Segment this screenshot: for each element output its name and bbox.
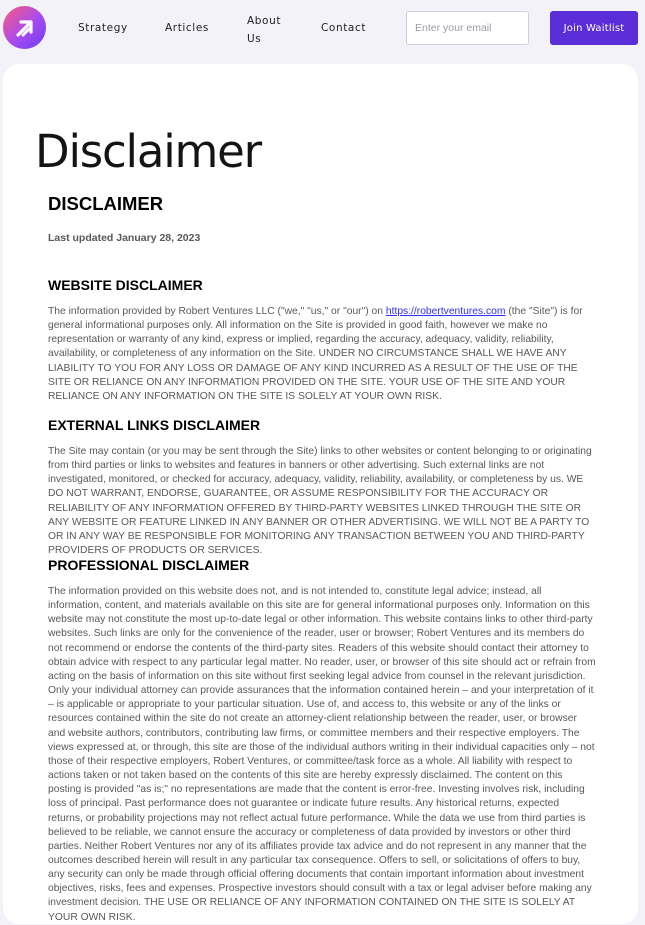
page-title: Disclaimer [35, 125, 261, 178]
logo-arrow-icon [13, 16, 37, 40]
main-heading: DISCLAIMER [48, 193, 164, 214]
join-waitlist-button[interactable]: Join Waitlist [550, 11, 638, 45]
section-paragraph: The Site may contain (or you may be sent through the Site) links to other websites or content belonging to or originating from third parties or links to websites and features in banners or other advertising. Such external links are not investigated, monitored, or checked for accuracy, adequacy, validity, reliability, availability, or completeness by us. WE DO NOT WARRANT, ENDORSE, GUARANTEE, OR ASSUME RESPONSIBILITY FOR THE ACCURACY OR RELIABILITY OF ANY INFORMATION OFFERED BY THIRD-PARTY WEBSITES LINKED THROUGH THE SITE OR ANY WEBSITE OR FEATURE LINKED IN ANY BANNER OR OTHER ADVERTISING. WE WILL NOT BE A PARTY TO OR IN ANY WAY BE RESPONSIBLE FOR MONITORING ANY TRANSACTION BETWEEN YOU AND THIRD-PARTY PROVIDERS OF PRODUCTS OR SERVICES. [48, 446, 592, 557]
paragraph-text-post: (the "Site") is for general informational purposes only. All information on the Site is provided in good faith, however we make no representation or warranty of any kind, express or implied, regarding the accuracy, adequacy, validity, reliability, availability, or completeness of any information on the Site. UNDER NO CIRCUMSTANCE SHALL WE HAVE ANY LIABILITY TO YOU FOR ANY LOSS OR DAMAGE OF ANY KIND INCURRED AS A RESULT OF THE USE OF THE SITE OR RELIANCE ON ANY INFORMATION PROVIDED ON THE SITE. YOUR USE OF THE SITE AND YOUR RELIANCE ON ANY INFORMATION ON THE SITE IS SOLELY AT YOUR OWN RISK. [48, 306, 583, 402]
nav-strategy[interactable]: Strategy [78, 22, 128, 34]
section-website [48, 277, 596, 293]
nav-articles[interactable]: Articles [165, 22, 209, 34]
nav-contact[interactable]: Contact [321, 22, 367, 34]
section-external-links-body [48, 445, 596, 558]
section-professional [48, 557, 596, 573]
section-paragraph [48, 305, 596, 404]
section-heading: EXTERNAL LINKS DISCLAIMER [48, 417, 261, 433]
email-input[interactable] [406, 11, 529, 45]
top-nav [0, 0, 645, 58]
section-heading: WEBSITE DISCLAIMER [48, 277, 203, 293]
section-website-body [48, 305, 596, 404]
last-updated-block [48, 232, 596, 244]
logo[interactable] [3, 6, 46, 49]
disclaimer-heading [48, 193, 596, 215]
section-paragraph: The information provided on this website does not, and is not intended to, constitute legal advice; instead, all information, content, and materials available on this site are for general informational purposes only. Information on this website may not constitute the most up-to-date legal or other information. This website contains links to other third-party websites. Such links are only for the convenience of the reader, user or browser; Robert Ventures and its members do not recommend or endorse the contents of the third-party sites. Readers of this website should contact their attorney to obtain advice with respect to any particular legal matter. No reader, user, or browser of this site should act or refrain from acting on the basis of information on this site without first seeking legal advice from counsel in the relevant jurisdiction. Only your individual attorney can provide assurances that the information contained herein – and your interpretation of it – is applicable or appropriate to your particular situation. Use of, and access to, this website or any of the links or resources contained within the site do not create an attorney-client relationship between the reader, user, or browser and website authors, contributors, contributing law firms, or committee members and their respective employers. The views expressed at, or through, this site are those of the individual authors writing in their individual capacities only – not those of their respective employers, Robert Ventures, or committee/task force as a whole. All liability with respect to actions taken or not taken based on the contents of this site are hereby expressly disclaimed. The content on this posting is provided "as is;" no representations are made that the content is error-free. Investing involves risk, including loss of principal. Past performance does not guarantee or indicate future results. Any historical returns, expected returns, or probability projections may not reflect actual future performance. While the data we use from third parties is believed to be reliable, we cannot ensure the accuracy or completeness of data provided by investors or other third parties. Neither Robert Ventures nor any of its affiliates provide tax advice and do not represent in any manner that the outcomes described herein will result in any particular tax consequence. Offers to sell, or solicitations of offers to buy, any security can only be made through official offering documents that contain important information about investment objectives, risks, fees and expenses. Prospective investors should consult with a tax or legal adviser before making any investment decision. THE USE OR RELIANCE OF ANY INFORMATION CONTAINED ON THE SITE IS SOLELY AT YOUR OWN RISK. [48, 586, 596, 923]
section-heading: PROFESSIONAL DISCLAIMER [48, 557, 250, 573]
paragraph-text-pre: The information provided by Robert Ventures LLC ("we," "us," or "our") on [48, 306, 386, 317]
site-link[interactable]: https://robertventures.com [385, 306, 506, 317]
section-external-links [48, 417, 596, 433]
last-updated: Last updated January 28, 2023 [48, 232, 201, 244]
section-professional-body [48, 585, 596, 925]
nav-about-us[interactable]: About Us [247, 15, 282, 45]
